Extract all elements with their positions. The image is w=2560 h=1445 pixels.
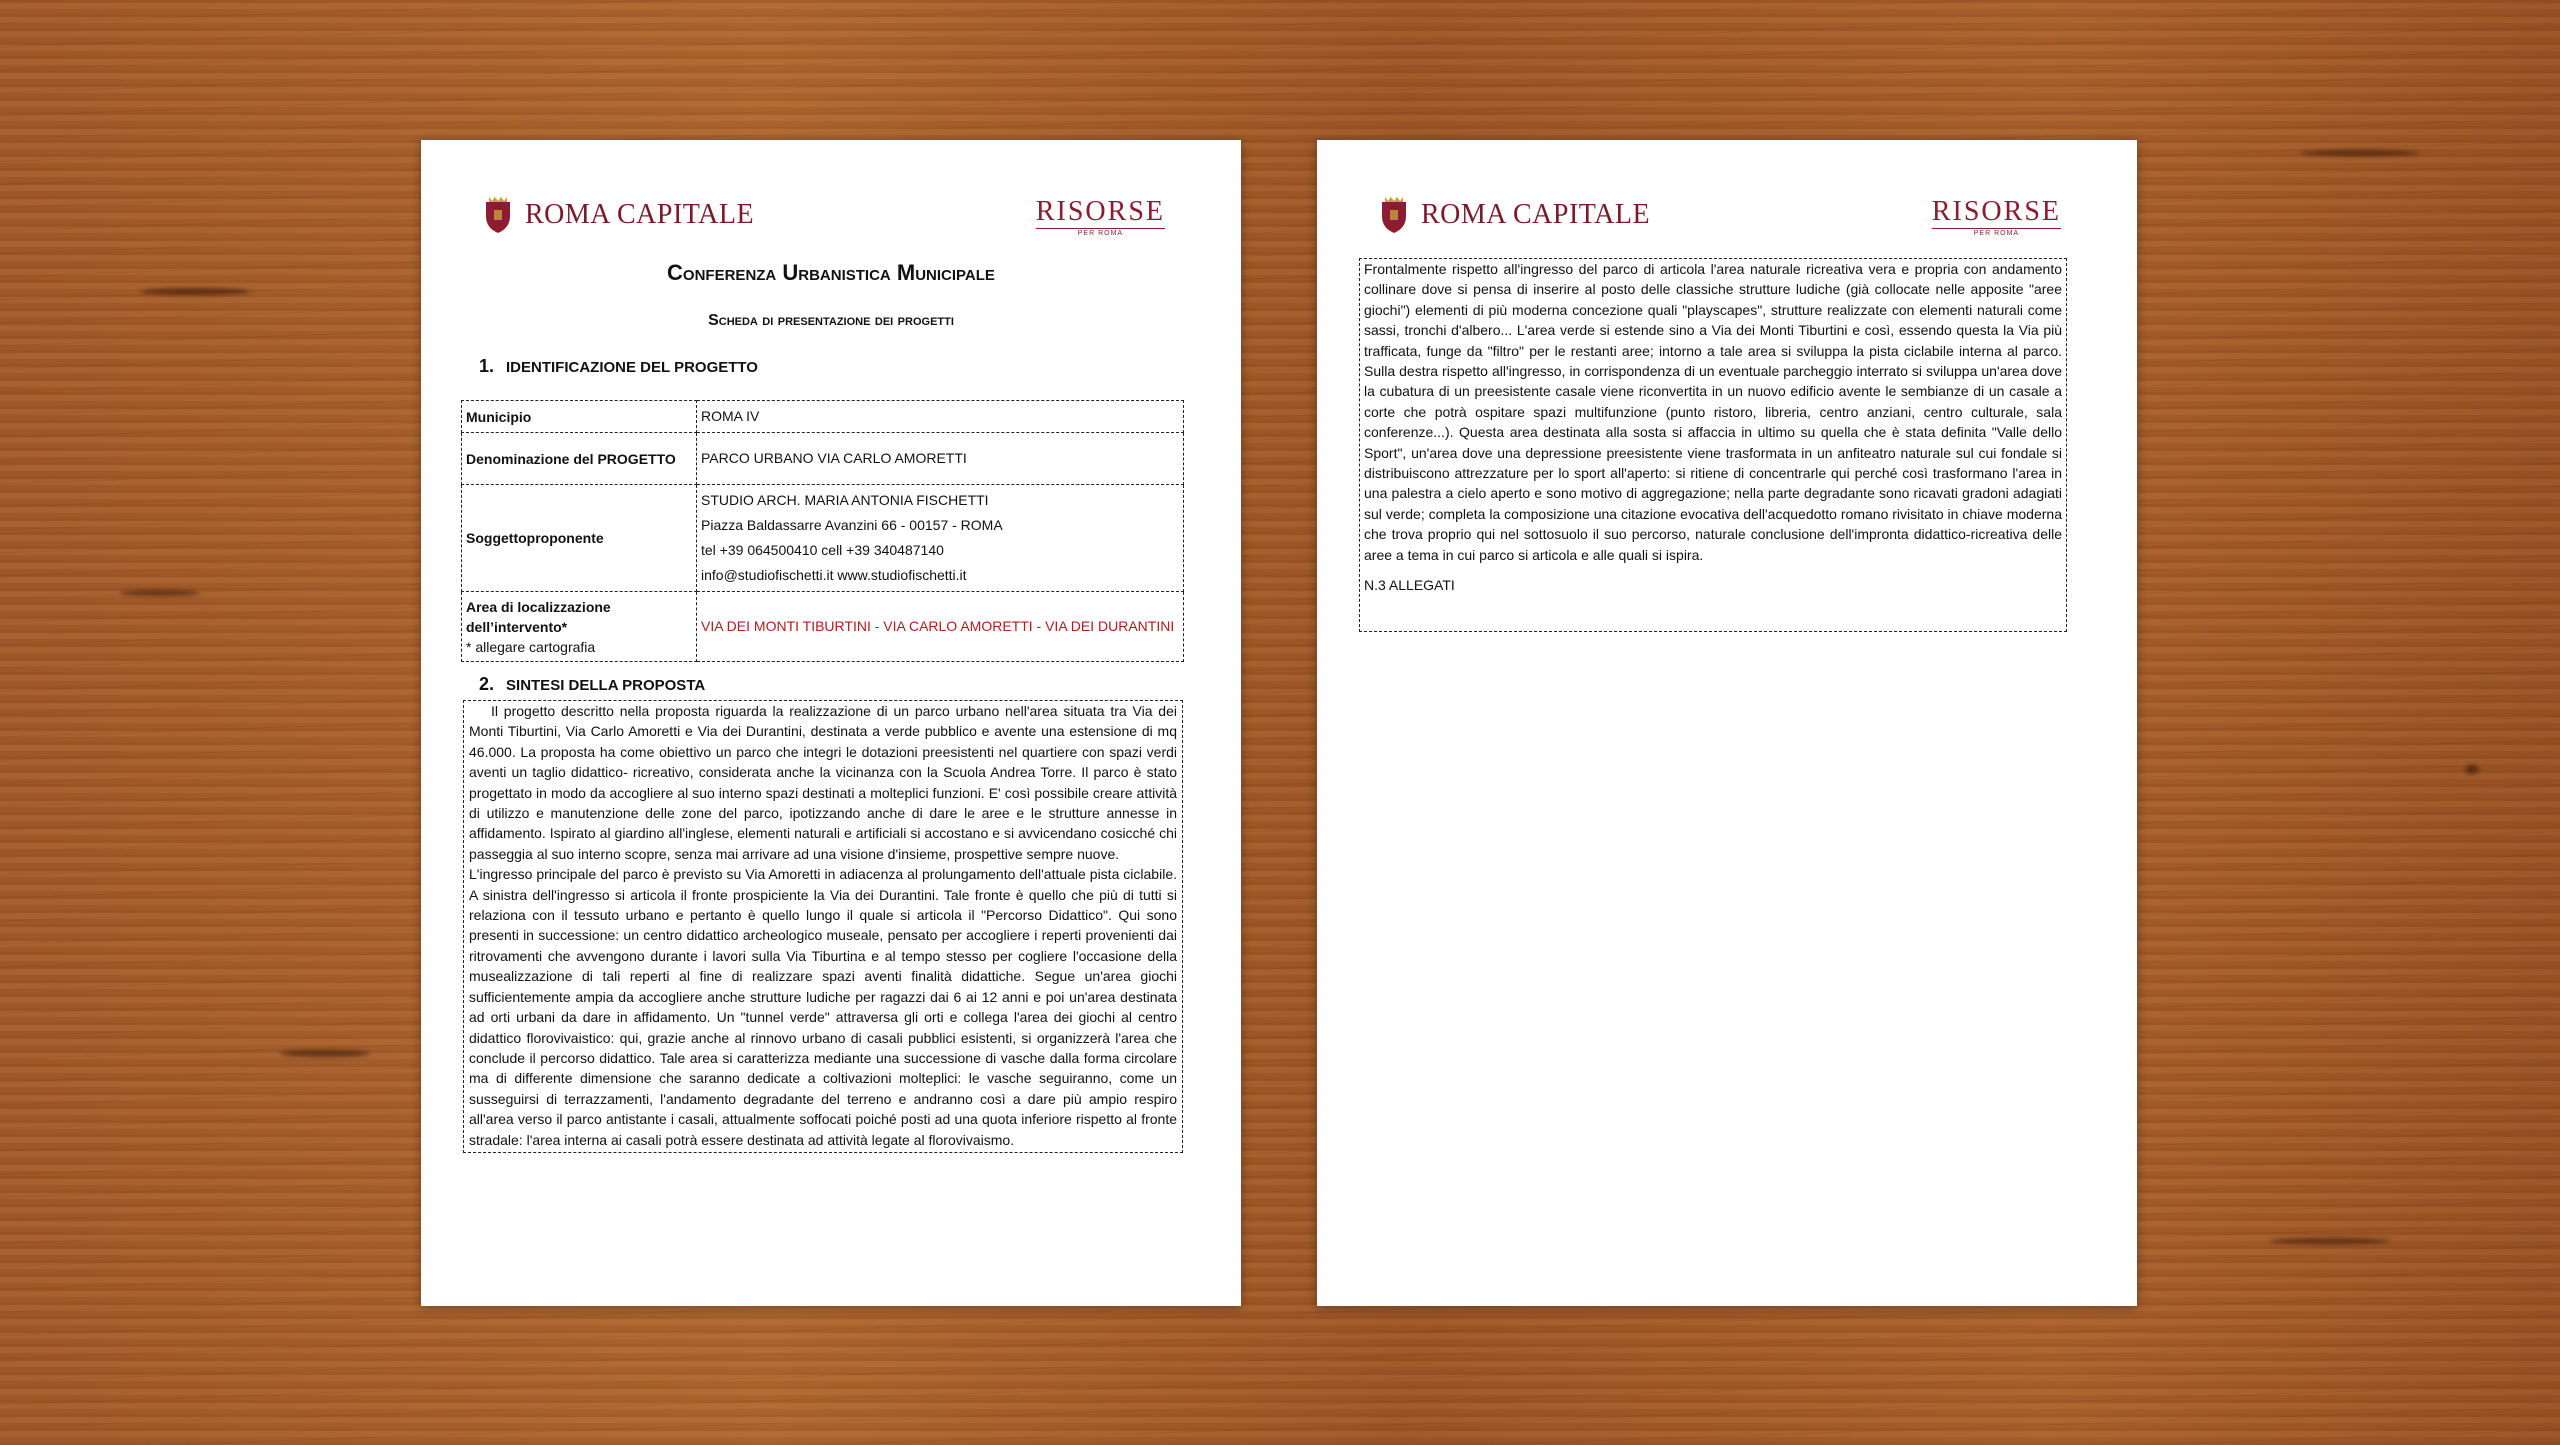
document-page-1 xyxy=(421,140,1241,1306)
table-value: PARCO URBANO VIA CARLO AMORETTI xyxy=(697,433,1184,485)
document-title: Conferenza Urbanistica Municipale xyxy=(667,260,995,285)
continuation-paragraph: Frontalmente rispetto all'ingresso del parco di articola l'area naturale ricreativa vera e propria con andamento collinare dove si pensa di inserire al posto delle classiche strutture ludiche (già collocate nelle apposite "aree giochi") elementi di più moderna concezione quali "playscapes", strutture realizzate con elementi naturali come sassi, tronchi d'albero... L'area verde si estende sino a Via dei Monti Tiburtini e così, essendo questa la Via più trafficata, funge da "filtro" per le restanti aree; intorno a tale area si sviluppa la pista ciclabile interna al parco. Sulla destra rispetto all'ingresso, in corrispondenza di un eventuale parcheggio interrato si sviluppa un'area dove la cubatura di un preesistente casale viene riconvertita in un nuovo edificio avente le sembianze di un casale a corte che potrà ospitare spazi multifunzione (punto ristoro, libreria, centro anziani, centro culturale, sala conferenze...). Questa area destinata alla sosta si affaccia in ultimo su quella che è stata definita "Valle dello Sport", un'area dove una depressione preesistente viene trasformata in un anfiteatro naturale sul cui fondale si distribuiscono attrezzature per lo sport all'aperto: si ritiene di concentrarle qui perché così trasformano l'area in una palestra a cielo aperto e sono motivo di aggregazione; nella parte degradante sono ricavati gradoni adagiati sul verde; completa la composizione una citazione evocativa dell'acquedotto romano rivisitato in chiave moderna che trova proprio qui nel sottosuolo il suo percorso, naturale conclusione dell'impronta didattico-ricreativa delle aree a tema in cui parco si articola e alle quali si ispira. xyxy=(1364,261,2062,563)
wood-knot xyxy=(120,590,200,596)
logo-text: RISORSE xyxy=(1931,196,2061,227)
table-row xyxy=(462,485,1184,592)
document-subtitle: Scheda di presentazione dei progetti xyxy=(708,312,954,329)
shield-icon xyxy=(1379,196,1409,234)
section-heading-identificazione xyxy=(479,356,758,377)
proponent-phone: tel +39 064500410 cell +39 340487140 xyxy=(701,542,944,558)
logo-text: ROMA CAPITALE xyxy=(1421,199,1651,230)
wood-knot xyxy=(2465,765,2479,774)
area-note: * allegare cartografia xyxy=(466,638,596,655)
project-info-table xyxy=(461,400,1184,662)
wood-knot xyxy=(140,288,250,295)
continuation-text-box xyxy=(1359,258,2067,632)
table-value xyxy=(697,485,1184,592)
table-label: Municipio xyxy=(462,401,697,433)
proposal-summary-box xyxy=(463,700,1183,1153)
shield-icon xyxy=(483,196,513,234)
section-number: 2. xyxy=(479,674,495,694)
proponent-name: STUDIO ARCH. MARIA ANTONIA FISCHETTI xyxy=(701,492,989,508)
roma-capitale-logo xyxy=(1379,196,1650,234)
table-row xyxy=(462,592,1184,662)
summary-paragraph: Il progetto descritto nella proposta riguarda la realizzazione di un parco urbano nell'area situata tra Via dei Monti Tiburtini, Via Carlo Amoretti e Via dei Durantini, destinata a verde pubblico e avente una estensione di mq 46.000. La proposta ha come obiettivo un parco che integri le dotazioni preesistenti nel quartiere con spazi verdi aventi un taglio didattico- ricreativo, considerata anche la vicinanza con la Scuola Andrea Torre. Il parco è stato progettato in modo da accogliere al suo interno spazi destinati a molteplici funzioni. E' così possibile creare attività di utilizzo e manutenzione delle zone del parco, ipotizzando anche di dare le aree e le strutture annesse in affidamento. Ispirato al giardino all'inglese, elementi naturali e artificiali si accostano e si avvicendano cosicché chi passeggia al suo interno scopre, senza mai arrivare ad una visione d'insieme, prospettive sempre nuove. xyxy=(469,703,1177,862)
roma-capitale-logo xyxy=(483,196,754,234)
section-number: 1. xyxy=(479,356,495,376)
table-value: VIA DEI MONTI TIBURTINI - VIA CARLO AMORETTI - VIA DEI DURANTINI xyxy=(697,592,1184,662)
section-heading-sintesi xyxy=(479,674,705,695)
wood-knot xyxy=(2270,1238,2390,1244)
wood-knot xyxy=(2300,150,2420,156)
wood-knot xyxy=(280,1050,370,1057)
table-label: Soggettoproponente xyxy=(462,485,697,592)
risorse-logo xyxy=(1036,198,1165,237)
logo-text: RISORSE xyxy=(1035,196,1165,227)
attachments-note: N.3 ALLEGATI xyxy=(1364,577,1455,594)
proponent-address: Piazza Baldassarre Avanzini 66 - 00157 - ROMA xyxy=(701,517,1003,533)
table-row xyxy=(462,433,1184,485)
summary-paragraph: L'ingresso principale del parco è previsto su Via Amoretti in adiacenza al prolungamento dell'attuale pista ciclabile. A sinistra dell'ingresso si articola il fronte prospiciente la Via dei Durantini. Tale fronte è quello che più di tutti si relaziona con il tessuto urbano e pertanto è quello lungo il quale si articola il "Percorso Didattico". Qui sono presenti in successione: un centro didattico archeologico museale, pensato per accogliere i reperti provenienti dai ritrovamenti che avvengono durante i lavori sulla Via Tiburtina e al tempo stesso per cogliere l'occasione della musealizzazione di tali reperti al fine di realizzare spazi aventi finalità didattiche. Segue un'area giochi sufficientemente ampia da accogliere anche strutture ludiche per ragazzi dai 6 ai 12 anni e poi un'area destinata ad orti urbani da dare in affidamento. Un "tunnel verde" attraversa gli orti e collega l'area dei giochi al centro didattico florovivaistico: qui, grazie anche al rinnovo urbano di casali pubblici esistenti, si organizzerà l'area che conclude il percorso didattico. Tale area si caratterizza mediante una successione di vasche dalla forma circolare ma di differente dimensione che saranno dedicate a coltivazioni molteplici: le vasche seguiranno, come un susseguirsi di terrazzamenti, l'andamento degradante del terreno e andranno così a dare più ampio respiro all'area verso il parco antistante i casali, attualmente soffocati poiché posti ad una quota inferiore rispetto al fronte stradale: l'area interna ai casali potrà essere destinata ad attività legate al florovivaismo. xyxy=(469,866,1177,1148)
section-title: IDENTIFICAZIONE DEL PROGETTO xyxy=(506,359,758,376)
table-label: Denominazione del PROGETTO xyxy=(462,433,697,485)
proponent-contacts: info@studiofischetti.it www.studiofischetti.it xyxy=(701,567,967,583)
table-label xyxy=(462,592,697,662)
logo-subtext: PER ROMA xyxy=(1036,228,1165,237)
table-value: ROMA IV xyxy=(697,401,1184,433)
table-row xyxy=(462,401,1184,433)
logo-subtext: PER ROMA xyxy=(1932,228,2061,237)
risorse-logo xyxy=(1932,198,2061,237)
area-label: dell’intervento* xyxy=(466,618,568,635)
document-page-2 xyxy=(1317,140,2137,1306)
logo-text: ROMA CAPITALE xyxy=(525,199,755,230)
area-label: Area di localizzazione xyxy=(466,598,611,615)
section-title: SINTESI DELLA PROPOSTA xyxy=(506,677,706,694)
